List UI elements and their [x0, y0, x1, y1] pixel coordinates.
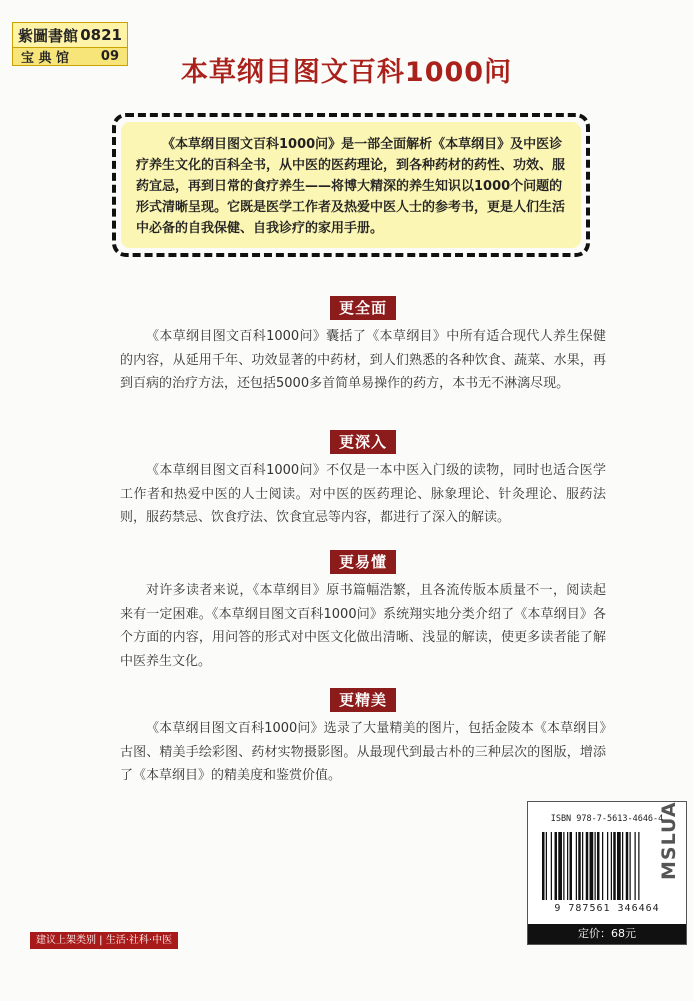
barcode-bar	[597, 832, 600, 900]
shelf-category: 建议上架类别 | 生活·社科·中医	[30, 932, 178, 949]
barcode-bar	[558, 832, 562, 900]
barcode-bar	[542, 832, 545, 900]
section-tag: 更精美	[330, 688, 396, 712]
barcode-bar	[613, 832, 616, 900]
section-beautiful	[120, 688, 606, 788]
barcode-bar	[578, 832, 581, 900]
section-text: 《本草纲目图文百科1000问》不仅是一本中医入门级的读物，同时也适合医学工作者和热爱中医的人士阅读。对中医的医药理论、脉象理论、针灸理论、服药法则，服药禁忌、饮食疗法、饮食宜忌等内容，都进行了深入的解读。	[120, 463, 606, 525]
series-sub-name: 宝 典 馆	[21, 51, 70, 66]
series-row-main	[13, 23, 127, 47]
series-sub-code: 09	[100, 49, 119, 64]
isbn-number: 9 787561 346464	[554, 903, 660, 914]
barcode-bar	[595, 832, 596, 900]
barcode-bar	[638, 832, 639, 900]
barcode-bar	[635, 832, 636, 900]
section-text: 对许多读者来说，《本草纲目》原书篇幅浩繁，且各流传版本质量不一，阅读起来有一定困难。《本草纲目图文百科1000问》系统翔实地分类介绍了《本草纲目》各个方面的内容，用问答的形式对中医文化做出清晰、浅显的解读，使更多读者能了解中医养生文化。	[120, 583, 606, 669]
series-code: 0821	[80, 26, 122, 44]
barcode-bar	[622, 832, 623, 900]
watermark: MSLUA	[658, 801, 680, 880]
barcode-bar	[582, 832, 583, 900]
section-tag: 更全面	[330, 296, 396, 320]
barcode-bar	[630, 832, 631, 900]
intro-box	[112, 113, 590, 257]
barcode-bar	[611, 832, 612, 900]
barcode-bar	[555, 832, 558, 900]
barcode-bar	[563, 832, 564, 900]
intro-text: 《本草纲目图文百科1000问》是一部全面解析《本草纲目》及中医诊疗养生文化的百科全书，从中医的医药理论，到各种药材的药性、功效、服药宜忌，再到日常的食疗养生——将博大精深的养生知识以1000个问题的形式清晰呈现。它既是医学工作者及热爱中医人士的参考书，更是人们生活中必备的自我保健、自我诊疗的家用手册。	[121, 122, 581, 248]
barcode-bar	[617, 832, 621, 900]
section-comprehensive	[120, 296, 606, 396]
barcode-bar	[576, 832, 577, 900]
barcode-bar	[570, 832, 573, 900]
section-understandable	[120, 550, 606, 673]
section-tag: 更深入	[330, 430, 396, 454]
section-tag: 更易懂	[330, 550, 396, 574]
section-text: 《本草纲目图文百科1000问》选录了大量精美的图片，包括金陵本《本草纲目》古图、精美手绘彩图、药材实物摄影图。从最现代到最古朴的三种层次的图版，增添了《本草纲目》的精美度和鉴赏价值。	[120, 721, 606, 783]
price-label: 定价：68元	[528, 924, 686, 944]
isbn-label: ISBN 978-7-5613-4646-4	[550, 814, 664, 824]
series-brand: 紫圖書館	[18, 26, 79, 45]
barcode-bar	[567, 832, 568, 900]
barcode-bar	[590, 832, 594, 900]
barcode-bar	[602, 832, 603, 900]
barcode-bars	[542, 832, 674, 900]
barcode-bar	[626, 832, 629, 900]
section-indepth	[120, 430, 606, 530]
barcode-bar	[607, 832, 608, 900]
barcode-bar	[586, 832, 589, 900]
section-text: 《本草纲目图文百科1000问》囊括了《本草纲目》中所有适合现代人养生保健的内容，从延用千年、功效显著的中药材，到人们熟悉的各种饮食、蔬菜、水果，再到百病的治疗方法，还包括5000多首简单易操作的药方，本书无不淋漓尽现。	[120, 329, 606, 391]
barcode-bar	[551, 832, 552, 900]
page-title: 本草纲目图文百科1000问	[180, 57, 513, 88]
barcode-bar	[546, 832, 547, 900]
